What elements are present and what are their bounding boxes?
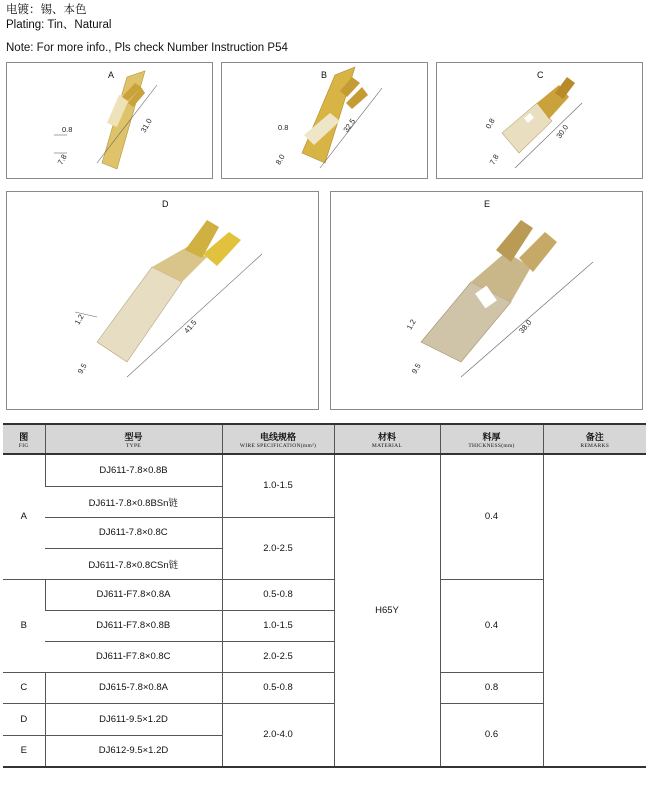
figure-a-dim-thickness: 0.8 (62, 125, 73, 134)
note: Note: For more info., Pls check Number Instruction P54 (6, 42, 288, 54)
wire-cell: 2.0-4.0 (222, 703, 334, 767)
fig-cell: A (3, 454, 45, 579)
model-cell: DJ611-7.8×0.8B (45, 454, 222, 486)
model-cell: DJ611-F7.8×0.8B (45, 610, 222, 641)
figure-d-dim-thickness: 1.2 (72, 312, 86, 327)
header-wire: 电线规格 WIRE SPECIFICATION(mm²) (222, 424, 334, 454)
figure-e-dim-width: 9.5 (409, 361, 423, 376)
thickness-cell: 0.4 (440, 579, 543, 672)
thickness-cell: 0.8 (440, 672, 543, 703)
header-type: 型号 TYPE (45, 424, 222, 454)
table-row (3, 454, 646, 486)
model-cell: DJ611-7.8×0.8C (45, 517, 222, 548)
model-cell: DJ612-9.5×1.2D (45, 735, 222, 767)
wire-cell: 0.5-0.8 (222, 579, 334, 610)
model-cell: DJ611-7.8×0.8CSn链 (45, 548, 222, 579)
wire-cell: 1.0-1.5 (222, 610, 334, 641)
terminal-c-image (437, 63, 642, 178)
wire-cell: 2.0-2.5 (222, 517, 334, 579)
terminal-a-image (7, 63, 212, 178)
figure-c-dim-thickness: 0.8 (483, 116, 497, 131)
figure-a-dim-length: 31.0 (138, 116, 154, 135)
remarks-cell (543, 454, 646, 767)
figure-e (330, 191, 643, 410)
fig-cell: E (3, 735, 45, 767)
material-cell: H65Y (334, 454, 440, 767)
header-remarks: 备注 REMARKS (543, 424, 646, 454)
figure-a (6, 62, 213, 179)
figure-d-label: D (162, 199, 169, 209)
fig-cell: D (3, 703, 45, 735)
header-thickness: 料厚 THICKNESS(mm) (440, 424, 543, 454)
wire-cell: 1.0-1.5 (222, 454, 334, 517)
figure-b-label: B (321, 70, 328, 80)
figure-d (6, 191, 319, 410)
thickness-cell: 0.6 (440, 703, 543, 767)
model-cell: DJ611-F7.8×0.8C (45, 641, 222, 672)
figure-b (221, 62, 428, 179)
figure-c-label: C (537, 70, 544, 80)
figure-d-dim-width: 9.5 (75, 361, 89, 376)
figure-b-dim-thickness: 0.8 (278, 123, 289, 132)
terminal-d-image (7, 192, 318, 409)
fig-cell: C (3, 672, 45, 703)
spec-table (3, 423, 646, 768)
terminal-e-image (331, 192, 642, 409)
model-cell: DJ611-F7.8×0.8A (45, 579, 222, 610)
figure-a-label: A (108, 70, 115, 80)
figure-c-dim-length: 30.0 (554, 122, 571, 141)
figure-b-dim-width: 8.0 (273, 152, 287, 167)
header-material: 材料 MATERIAL (334, 424, 440, 454)
model-cell: DJ615-7.8×0.8A (45, 672, 222, 703)
fig-cell: B (3, 579, 45, 672)
table-header (3, 424, 646, 454)
header-fig: 图 FIG (3, 424, 45, 454)
terminal-b-image (222, 63, 427, 178)
figure-d-dim-length: 41.5 (182, 318, 199, 335)
plating-cn: 电镀：锡、本色 (6, 4, 87, 16)
figure-b-dim-length: 32.5 (341, 116, 358, 135)
figure-e-label: E (484, 199, 491, 209)
model-cell: DJ611-7.8×0.8BSn链 (45, 486, 222, 517)
figure-e-dim-thickness: 1.2 (404, 317, 418, 332)
wire-cell: 2.0-2.5 (222, 641, 334, 672)
wire-cell: 0.5-0.8 (222, 672, 334, 703)
model-cell: DJ611-9.5×1.2D (45, 703, 222, 735)
figure-e-dim-length: 38.0 (517, 318, 534, 335)
plating-en: Plating: Tin、Natural (6, 19, 112, 31)
figure-a-dim-width: 7.8 (55, 152, 69, 167)
figure-c-dim-width: 7.8 (487, 152, 501, 167)
figure-c (436, 62, 643, 179)
thickness-cell: 0.4 (440, 454, 543, 579)
